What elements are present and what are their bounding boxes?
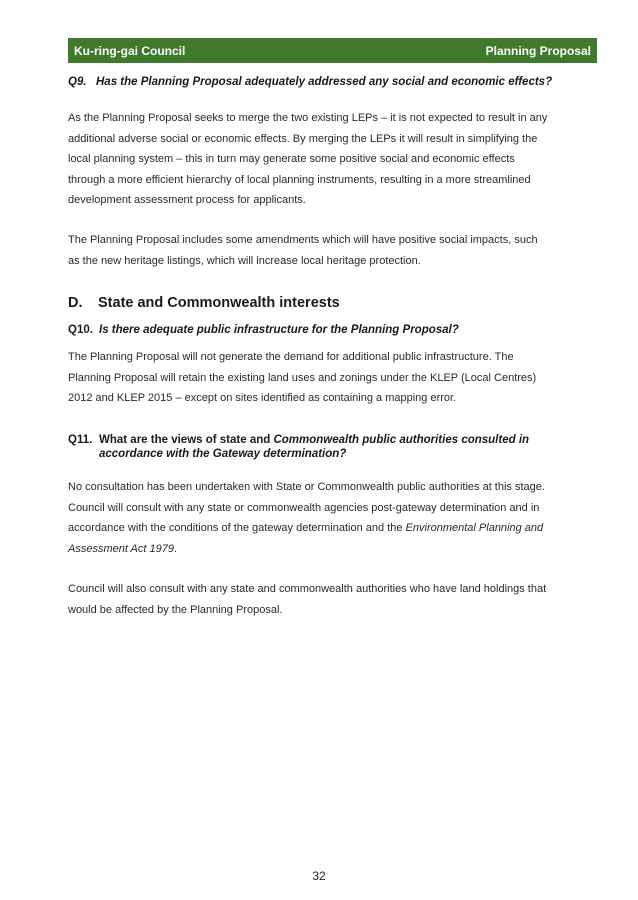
q11-para2-line: Council will also consult with any state and commonwealth authorities who have land holdings that — [68, 583, 547, 595]
q11-para1-line — [68, 539, 598, 560]
q11-para1-line: No consultation has been undertaken with State or Commonwealth public authorities at this stage. — [68, 481, 545, 493]
q9-number: Q9. — [68, 76, 87, 88]
q9-para1-line: development assessment process for applicants. — [68, 194, 306, 206]
q11-title-italic-1: Commonwealth public authorities consulted in — [273, 434, 530, 446]
q11-heading — [68, 433, 598, 461]
q10-heading — [68, 323, 598, 337]
page-header — [68, 38, 597, 63]
q11-para1-line: Council will consult with any state or commonwealth agencies post-gateway determination and in — [68, 501, 540, 514]
q9-heading — [68, 75, 608, 90]
q10-paragraph — [68, 347, 598, 409]
q11-para1-line3-plain: accordance with the conditions of the gateway determination and the — [68, 522, 406, 534]
q9-title: Has the Planning Proposal adequately addressed any social and economic effects? — [96, 76, 553, 88]
q11-para1-act-name-cont: Assessment Act 1979 — [68, 542, 174, 555]
q9-para1-line: As the Planning Proposal seeks to merge the two existing LEPs – it is not expected to result in any — [68, 112, 548, 124]
q10-title: Is there adequate public infrastructure for the Planning Proposal? — [99, 324, 459, 336]
q9-para1-line: local planning system – this in turn may generate some positive social and economic effects — [68, 153, 515, 165]
q10-para-line: Planning Proposal will retain the existing land uses and zonings under the KLEP (Local Centres) — [68, 371, 537, 384]
q11-title-plain: What are the views of state and — [99, 434, 274, 446]
q11-para1-line4-end: . — [173, 542, 178, 555]
q9-paragraph-1 — [68, 108, 598, 211]
q11-paragraph-1 — [68, 477, 598, 559]
page-number: 32 — [312, 869, 326, 883]
section-d-heading — [68, 294, 598, 312]
q11-para2-line: would be affected by the Planning Proposal. — [68, 603, 283, 616]
q9-para1-line: through a more efficient hierarchy of local planning instruments, resulting in a more streamlined — [68, 173, 531, 186]
section-d-title: State and Commonwealth interests — [98, 295, 340, 311]
header-council-name: Ku-ring-gai Council — [74, 43, 186, 58]
section-d-letter: D. — [68, 295, 83, 311]
q10-number: Q10. — [68, 324, 93, 336]
q11-paragraph-2 — [68, 579, 598, 620]
q11-para1-line — [68, 518, 598, 539]
q11-number: Q11. — [68, 434, 93, 446]
q10-para-line: The Planning Proposal will not generate the demand for additional public infrastructure. The — [68, 351, 514, 363]
q11-title-italic-2: accordance with the Gateway determination? — [99, 448, 347, 460]
header-document-title: Planning Proposal — [485, 43, 591, 58]
q9-para1-line: additional adverse social or economic effects. By merging the LEPs it will result in simplifying the — [68, 132, 538, 145]
q9-para2-line: as the new heritage listings, which will increase local heritage protection. — [68, 254, 421, 267]
q9-para2-line: The Planning Proposal includes some amendments which will have positive social impacts, such — [68, 234, 538, 246]
q9-paragraph-2 — [68, 230, 598, 271]
q11-para1-act-name: Environmental Planning and — [405, 522, 544, 534]
q10-para-line: 2012 and KLEP 2015 – except on sites identified as containing a mapping error. — [68, 392, 457, 404]
